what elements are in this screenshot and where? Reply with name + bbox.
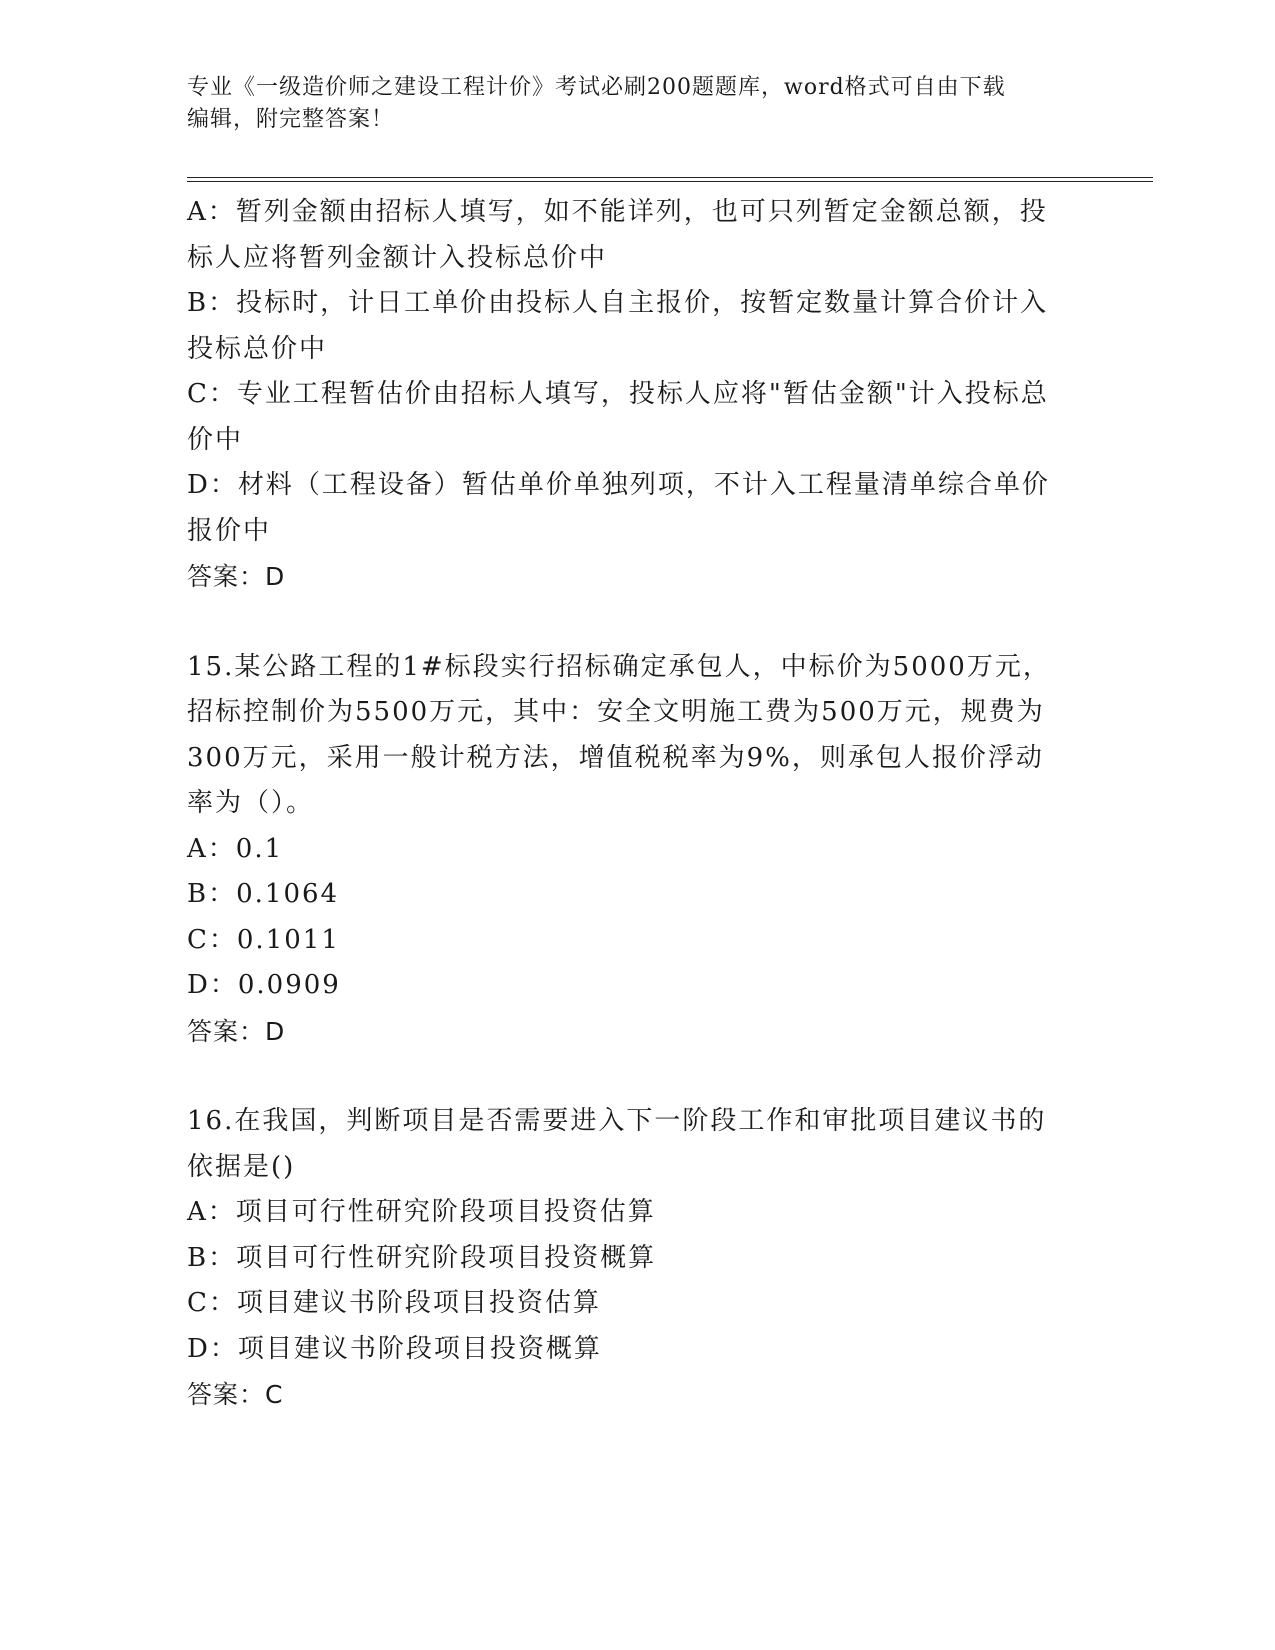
q14-option-c-line-1: C：专业工程暂估价由招标人填写，投标人应将"暂估金额"计入投标总 bbox=[187, 379, 1049, 409]
q15-option-c: C：0.1011 bbox=[187, 924, 340, 955]
q14-option-d-line-2: 报价中 bbox=[187, 515, 272, 546]
q15-stem-line-3: 300万元，采用一般计税方法，增值税税率为9%，则承包人报价浮动 bbox=[187, 742, 1044, 773]
q16-option-d: D：项目建议书阶段项目投资概算 bbox=[187, 1333, 602, 1364]
q14-option-b-line-2: 投标总价中 bbox=[187, 333, 328, 364]
q16-option-b: B：项目可行性研究阶段项目投资概算 bbox=[187, 1242, 657, 1273]
q14-answer: 答案：D bbox=[187, 562, 286, 591]
question-content bbox=[187, 190, 1067, 1418]
q15-stem-line-4: 率为（）。 bbox=[187, 788, 315, 818]
q14-option-c-line-2: 价中 bbox=[187, 424, 244, 455]
q15-answer: 答案：D bbox=[187, 1016, 286, 1046]
q15-stem-line-2: 招标控制价为5500万元，其中：安全文明施工费为500万元，规费为 bbox=[187, 697, 1045, 727]
header-title-line-2: 编辑，附完整答案！ bbox=[187, 107, 395, 132]
q15-option-a: A：0.1 bbox=[187, 833, 284, 864]
document-header bbox=[187, 72, 1067, 136]
q16-stem-line-1: 16.在我国，判断项目是否需要进入下一阶段工作和审批项目建议书的 bbox=[187, 1106, 1047, 1136]
q16-option-c: C：项目建议书阶段项目投资估算 bbox=[187, 1288, 601, 1318]
q14-option-a-line-2: 标人应将暂列金额计入投标总价中 bbox=[187, 242, 608, 273]
header-title-line-1: 专业《一级造价师之建设工程计价》考试必刷200题题库，word格式可自由下载 bbox=[187, 75, 1006, 100]
q16-option-a: A：项目可行性研究阶段项目投资估算 bbox=[187, 1197, 656, 1227]
q15-option-d: D：0.0909 bbox=[187, 970, 341, 1000]
question-spacer bbox=[187, 600, 1067, 645]
question-14-options bbox=[187, 190, 1067, 600]
question-16 bbox=[187, 1099, 1067, 1418]
q16-stem-line-2: 依据是() bbox=[187, 1151, 296, 1182]
question-spacer bbox=[187, 1054, 1067, 1099]
q15-option-b: B：0.1064 bbox=[187, 879, 340, 909]
header-divider bbox=[187, 177, 1153, 182]
q14-option-b-line-1: B：投标时，计日工单价由投标人自主报价，按暂定数量计算合价计入 bbox=[187, 288, 1049, 318]
q14-option-a-line-1: A：暂列金额由招标人填写，如不能详列，也可只列暂定金额总额，投 bbox=[187, 197, 1048, 227]
q16-answer: 答案：C bbox=[187, 1380, 284, 1409]
question-15 bbox=[187, 645, 1067, 1055]
q14-option-d-line-1: D：材料（工程设备）暂估单价单独列项，不计入工程量清单综合单价 bbox=[187, 470, 1050, 500]
q15-stem-line-1: 15.某公路工程的1#标段实行招标确定承包人，中标价为5000万元， bbox=[187, 651, 1051, 682]
